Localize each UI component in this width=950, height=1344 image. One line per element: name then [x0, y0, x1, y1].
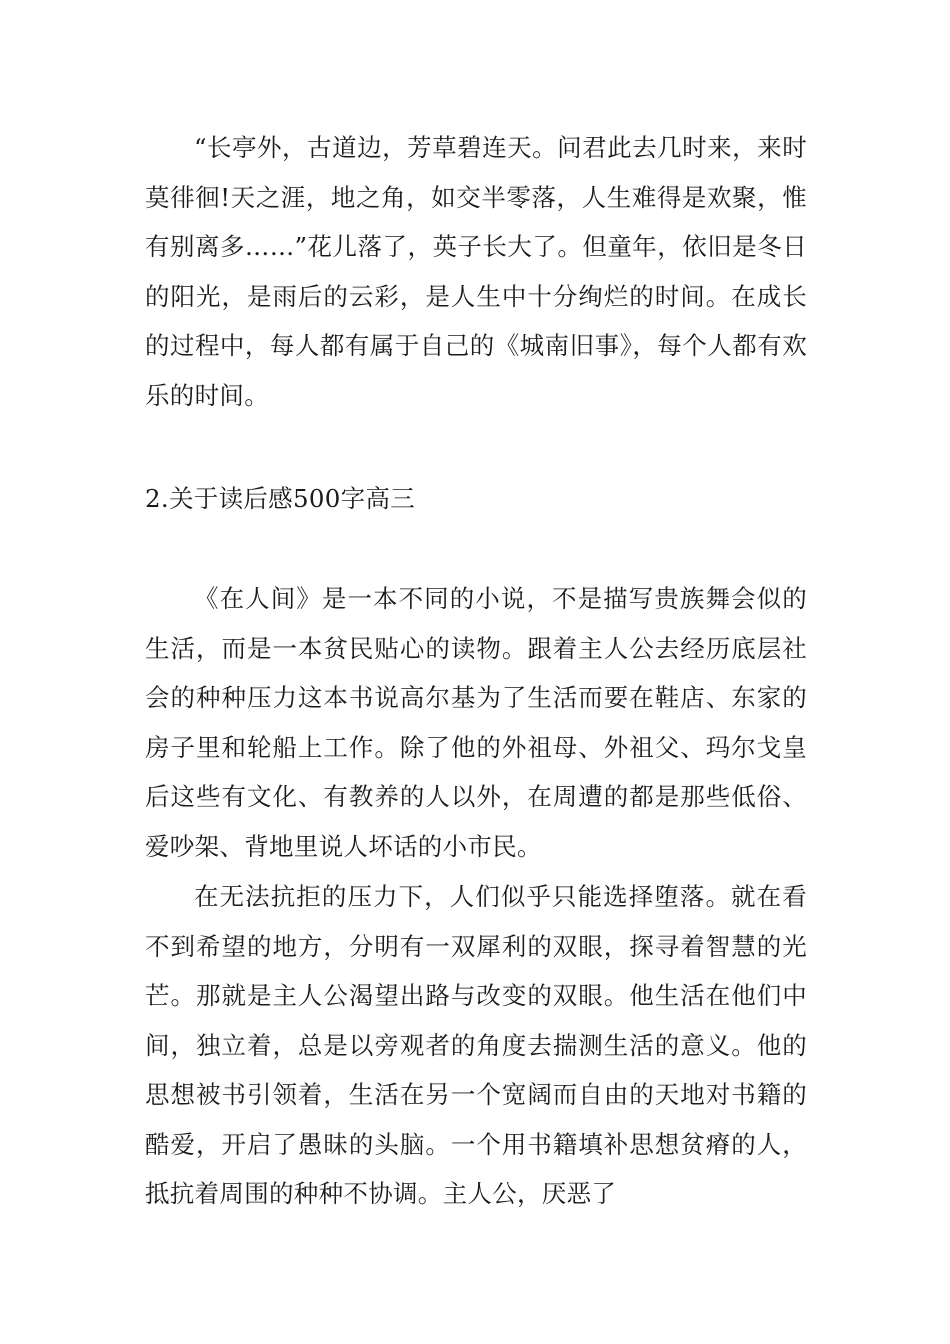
paragraph-city-south: “长亭外，古道边，芳草碧连天。问君此去几时来，来时莫徘徊!天之涯，地之角，如交半零落，人生难得是欢聚，惟有别离多……”花儿落了，英子长大了。但童年，依旧是冬日的阳光，是雨后的云彩，是人生中十分绚烂的时间。在成长的过程中，每人都有属于自己的《城南旧事》，每个人都有欢乐的时间。 — [145, 133, 807, 410]
paragraph-in-the-world-pressure: 在无法抗拒的压力下，人们似乎只能选择堕落。就在看不到希望的地方，分明有一双犀利的双眼，探寻着智慧的光芒。那就是主人公渴望出路与改变的双眼。他生活在他们中间，独立着，总是以旁观者的角度去揣测生活的意义。他的思想被书引领着，生活在另一个宽阔而自由的天地对书籍的酷爱，开启了愚昧的头脑。一个用书籍填补思想贫瘠的人，抵抗着周围的种种不协调。主人公，厌恶了 — [145, 882, 807, 1208]
section-heading-2: 2.关于读后感500字高三 — [145, 484, 416, 513]
paragraph-in-the-world-intro: 《在人间》是一本不同的小说，不是描写贵族舞会似的生活，而是一本贫民贴心的读物。跟着主人公去经历底层社会的种种压力这本书说高尔基为了生活而要在鞋店、东家的房子里和轮船上工作。除了他的外祖母、外祖父、玛尔戈皇后这些有文化、有教养的人以外，在周遭的都是那些低俗、爱吵架、背地里说人坏话的小市民。 — [145, 584, 807, 861]
